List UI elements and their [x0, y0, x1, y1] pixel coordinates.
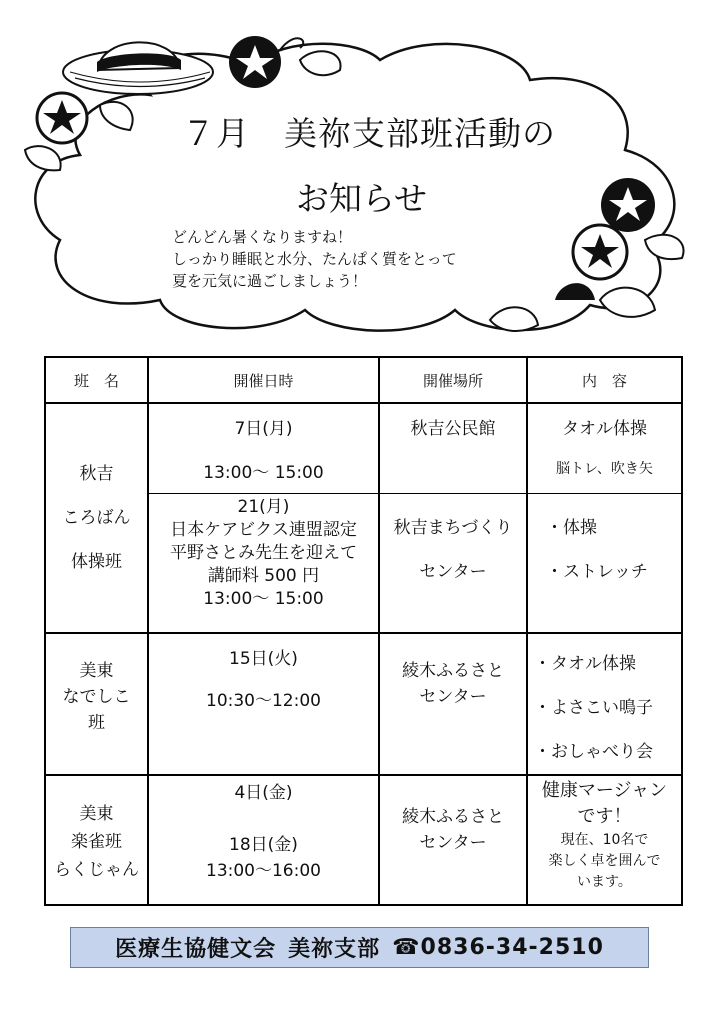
organization-name: 医療生協健文会	[115, 937, 277, 962]
event-place: 綾木ふるさと	[402, 807, 504, 827]
group-name: 美東	[79, 661, 114, 681]
intro-message	[172, 226, 457, 292]
morning-glory-icon	[25, 93, 133, 170]
event-time: 13:00～ 15:00	[203, 463, 324, 483]
page-title-line-1: ７月 美祢支部班活動の	[182, 114, 556, 153]
datetime-cell	[148, 633, 379, 775]
place-cell	[379, 775, 527, 905]
branch-name: 美祢支部	[288, 937, 381, 962]
event-content: 脳トレ、吹き矢	[556, 461, 653, 477]
table-row	[45, 633, 682, 775]
datetime-cell	[148, 493, 379, 633]
page-title-line-2: お知らせ	[296, 179, 428, 218]
group-name: 体操班	[71, 552, 122, 572]
straw-hat-icon	[63, 42, 213, 94]
intro-line: 夏を元気に過ごしましょう！	[172, 272, 368, 290]
table-row	[45, 775, 682, 905]
group-name-cell	[45, 633, 148, 775]
event-content: ・タオル体操	[534, 654, 636, 674]
event-content: 健康マージャン	[541, 780, 668, 801]
event-date: 21(月)	[237, 496, 290, 517]
event-time: 13:00～16:00	[206, 861, 321, 881]
event-place: 秋吉公民館	[410, 419, 496, 439]
group-name: ころばん	[62, 508, 131, 528]
event-place: 秋吉まちづくり	[393, 517, 513, 538]
header-place: 開催場所	[379, 357, 527, 403]
event-place: 綾木ふるさと	[402, 661, 504, 681]
group-name: 美東	[79, 804, 114, 824]
group-name-cell	[45, 403, 148, 633]
contact-footer	[70, 927, 649, 968]
event-content: です！	[577, 806, 632, 827]
event-time: 10:30～12:00	[206, 691, 321, 711]
datetime-cell	[148, 403, 379, 493]
phone-number: ☎0836-34-2510	[392, 935, 604, 960]
intro-line: どんどん暑くなりますね！	[172, 228, 353, 246]
event-date: 18日(金)	[229, 835, 298, 855]
place-cell	[379, 403, 527, 493]
group-name-cell	[45, 775, 148, 905]
event-note: 講師料 500 円	[207, 565, 320, 586]
header-content: 内 容	[527, 357, 682, 403]
event-date: 7日(月)	[234, 419, 293, 439]
datetime-cell	[148, 775, 379, 905]
place-cell	[379, 493, 527, 633]
group-name: らくじゃん	[54, 860, 139, 880]
content-cell	[527, 493, 682, 633]
header-group: 班 名	[45, 357, 148, 403]
header-datetime: 開催日時	[148, 357, 379, 403]
event-place: センター	[419, 561, 487, 582]
event-content: ・ストレッチ	[546, 561, 648, 582]
schedule-table	[44, 356, 683, 906]
event-content: 楽しく卓を囲んで	[548, 853, 661, 869]
group-name: なでしこ	[62, 687, 131, 707]
event-content: います。	[577, 874, 632, 890]
event-note: 日本ケアビクス連盟認定	[170, 519, 357, 540]
event-content: 現在、10名で	[560, 832, 649, 848]
event-time: 13:00～ 15:00	[203, 588, 324, 609]
event-place: センター	[419, 833, 487, 853]
group-name: 楽雀班	[71, 832, 122, 852]
intro-line: しっかり睡眠と水分、たんぱく質をとって	[172, 250, 457, 268]
content-cell	[527, 403, 682, 493]
event-note: 平野さとみ先生を迎えて	[170, 542, 357, 563]
event-date: 15日(火)	[229, 649, 298, 669]
content-cell	[527, 775, 682, 905]
event-place: センター	[419, 687, 487, 707]
table-header-row	[45, 357, 682, 403]
content-cell	[527, 633, 682, 775]
event-content: ・体操	[546, 517, 597, 538]
group-name: 秋吉	[79, 464, 114, 484]
event-date: 4日(金)	[234, 783, 293, 803]
event-content: ・おしゃべり会	[534, 742, 653, 762]
event-content: ・よさこい鳴子	[534, 698, 653, 718]
place-cell	[379, 633, 527, 775]
event-content: タオル体操	[562, 419, 647, 439]
group-name: 班	[88, 713, 105, 733]
table-row	[45, 403, 682, 493]
